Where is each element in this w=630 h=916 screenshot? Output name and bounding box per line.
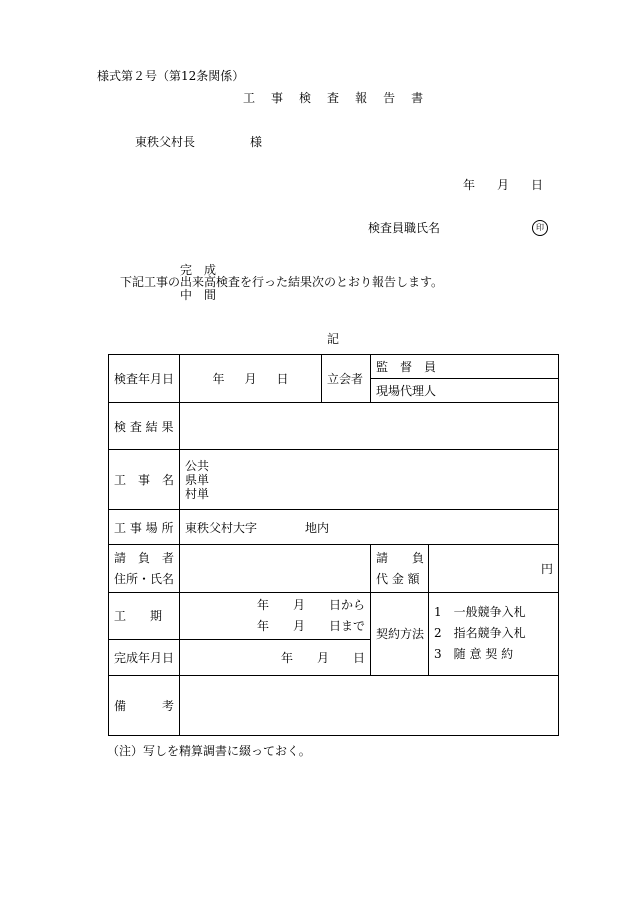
title-char: 工 [243,91,257,105]
contractor-label-line1: 請 負 者 [114,550,175,565]
contract-amount-label [371,545,429,592]
inspection-year: 年 [212,372,225,387]
contractor-field[interactable] [180,545,371,592]
project-type-prefecture: 県単 [185,472,210,487]
title-char: 査 [327,91,341,105]
site-village: 東秩父村大字 [185,520,258,535]
remarks-field[interactable] [180,675,559,735]
inspection-month: 月 [244,372,257,387]
project-name-label: 工 事 名 [109,450,180,510]
contractor-label [109,545,180,592]
inspector-name-label: 検査員職氏名 [368,221,441,235]
inspection-result-label: 検 査 結 果 [109,403,180,450]
contractor-label-line2: 住所・氏名 [114,571,175,586]
supervisor-label: 監 督 員 [376,360,437,375]
inspection-date-field[interactable] [180,355,322,403]
supervisor-field[interactable] [371,355,559,379]
contract-amount-label-line1: 請 負 [376,550,425,565]
date-day: 日 [531,178,544,192]
method-designated-competitive[interactable]: 2 指名競争入札 [434,626,526,641]
report-statement: 下記工事の出来高検査を行った結果次のとおり報告します。 [120,275,444,289]
period-label: 工 期 [109,592,180,639]
site-suffix: 地内 [305,520,330,535]
contract-amount-label-line2: 代 金 額 [376,571,420,586]
interim-option: 中 間 [180,288,217,302]
yen-unit: 円 [541,562,554,577]
completion-date-parts: 年 月 日 [280,650,365,665]
inspection-day: 日 [276,372,289,387]
site-agent-label: 現場代理人 [376,384,437,399]
title-char: 書 [411,91,425,105]
inspection-result-field[interactable] [180,403,559,450]
method-general-competitive[interactable]: 1 一般競争入札 [434,605,526,620]
title-char: 検 [299,91,313,105]
period-from: 年 月 日から [256,597,365,612]
honorific: 様 [250,135,263,149]
method-negotiated[interactable]: 3 随 意 契 約 [434,647,514,662]
remarks-label: 備 考 [109,675,180,735]
title-char: 告 [383,91,397,105]
inspection-date-label: 検査年月日 [109,355,180,403]
period-to: 年 月 日まで [256,618,365,633]
report-table [108,354,559,736]
form-number: 様式第２号（第12条関係） [97,69,245,83]
project-type-public: 公共 [185,458,210,473]
ki-heading: 記 [327,332,340,346]
document-title [243,92,439,104]
completion-date-field[interactable] [180,639,371,675]
project-type-village: 村単 [185,486,210,501]
project-site-field[interactable] [180,510,559,545]
period-field[interactable] [180,592,371,639]
contract-method-label: 契約方法 [371,592,429,675]
project-site-label: 工 事 場 所 [109,510,180,545]
witness-label: 立会者 [322,355,371,403]
completion-date-label: 完成年月日 [109,639,180,675]
report-date [463,179,565,191]
footnote: （注）写しを精算調書に綴っておく。 [107,744,311,758]
site-agent-field[interactable] [371,379,559,403]
date-month: 月 [497,178,510,192]
contract-method-list [429,592,559,675]
project-name-field[interactable] [180,450,559,510]
addressee: 東秩父村長 [135,135,196,149]
contract-amount-field[interactable] [429,545,559,592]
title-char: 事 [271,91,285,105]
title-char: 報 [355,91,369,105]
seal-icon: 印 [532,220,548,236]
date-year: 年 [463,178,476,192]
completion-option: 完 成 [180,263,217,277]
